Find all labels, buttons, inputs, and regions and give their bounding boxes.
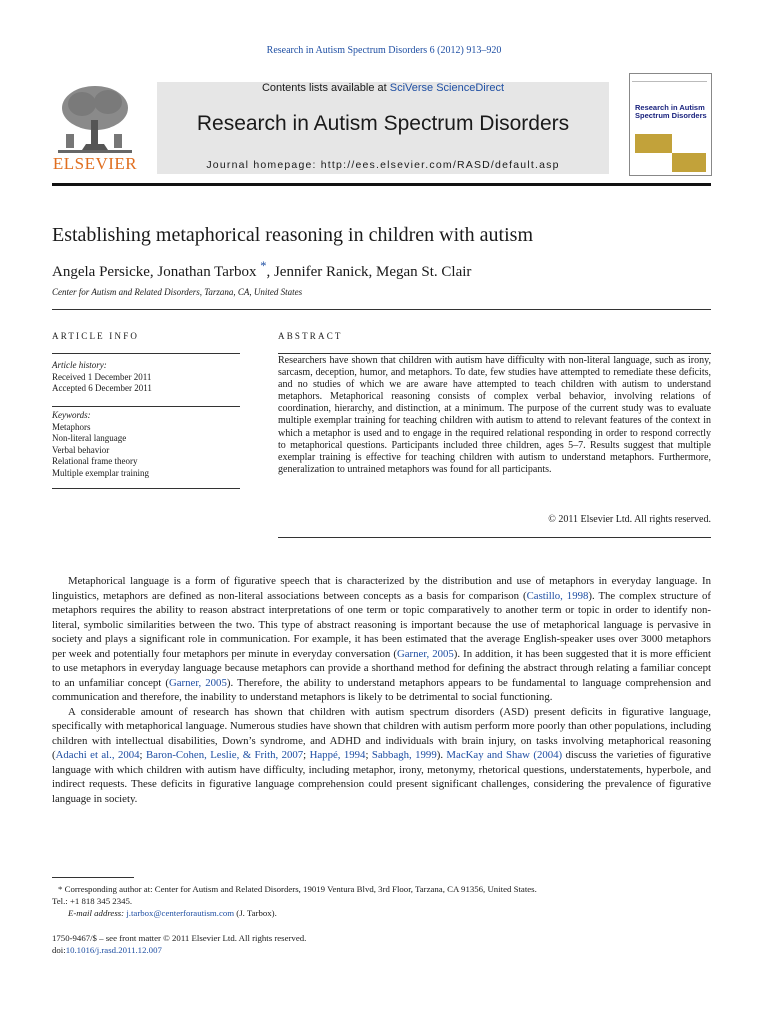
authors-part-2: , Jennifer Ranick, Megan St. Clair [266, 264, 472, 280]
author-list [52, 259, 471, 281]
article-body [52, 574, 711, 806]
abstract-text: Researchers have shown that children with autism have difficulty with non-literal language, such as irony, sarcasm, deception, humor, and metaphors. To date, few studies have attempted to remediate these deficits, and no studies of which we are aware have attempted to teach children with autism to understand metaphors. Metaphorical reasoning consists of complex verbal behavior, involving relations of coordination, hierarchy, and distinction, at a minimum. The purpose of the current study was to evaluate multiple exemplar training for teaching children with autism to attend to relevant features of the context in which a metaphor is used and to engage in the required relational responding in order to respond correctly to metaphorical questions. Participants included three children, ages 5–7. Results suggest that multiple exemplar training is effective for teaching children with autism to understand metaphors. Furthermore, generalization to untrained metaphors was found for all participants. [278, 355, 711, 475]
keyword: Relational frame theory [52, 456, 138, 466]
citation-link[interactable]: Castillo, 1998 [526, 589, 589, 602]
authors-part-1: Angela Persicke, Jonathan Tarbox [52, 264, 261, 280]
contents-prefix: Contents lists available at [261, 82, 390, 94]
email-label: E-mail address: [68, 908, 127, 918]
journal-cover-thumbnail [629, 73, 712, 176]
sciencedirect-link[interactable]: SciVerse ScienceDirect [389, 82, 505, 94]
keyword: Metaphors [52, 421, 91, 432]
citation-link[interactable]: MacKay and Shaw (2004) [446, 749, 563, 761]
footnote [52, 883, 711, 919]
text: A considerable amount of research has shown that children with autism spectrum disorders (ASD) present deficits in figurative language, specifically with metaphorical language. Numerous studies have shown that children with autism perform more poorly than other populations, including children with intellectual disabilities, Down’s syndrome, and ADHD and individuals with brain injury, on tasks involving metaphorical reasoning ( [52, 705, 711, 761]
citation-link[interactable]: Baron-Cohen, Leslie, & Frith, 2007 [145, 749, 304, 761]
page-footer [52, 932, 711, 956]
journal-title: Research in Autism Spectrum Disorders [196, 112, 570, 135]
received-date: Received 1 December 2011 [52, 371, 152, 382]
corresponding-author-mark[interactable]: * [260, 259, 267, 273]
text: ). In addition, it has been suggested that it is more efficient to use metaphors in everyday language because metaphors can provide a shorthand method for defining the abstract through relating a familiar concept to an unfamiliar concept ( [52, 647, 712, 689]
affiliation: Center for Autism and Related Disorders, Tarzana, CA, United States [52, 287, 303, 297]
citation-link[interactable]: Sabbagh, 1999 [371, 749, 437, 761]
doi-link[interactable]: 10.1016/j.rasd.2011.12.007 [65, 945, 162, 955]
text: discuss the varieties of figurative language with which children with autism have difficulty, including metaphor, irony, metonymy, rhetorical questions, understatements, hyperbole, and indirect requests. These deficits in figurative language comprehension could present significant challenges, considering the prevalence of figurative language in society. [52, 749, 712, 805]
title-divider [52, 309, 711, 310]
article-history [52, 360, 152, 395]
issn-line: 1750-9467/$ – see front matter © 2011 Elsevier Ltd. All rights reserved. [52, 933, 307, 943]
article-info-heading: ARTICLE INFO [52, 331, 140, 341]
keywords [52, 410, 149, 479]
journal-homepage[interactable]: Journal homepage: http://ees.elsevier.com/RASD/default.asp [206, 159, 560, 171]
keywords-divider [52, 488, 240, 489]
journal-citation[interactable]: Research in Autism Spectrum Disorders 6 (2012) 913–920 [266, 45, 502, 56]
citation-link[interactable]: Happé, 1994 [309, 749, 366, 761]
history-divider [52, 406, 240, 407]
footnote-phone: Tel.: +1 818 345 2345. [52, 896, 133, 906]
abstract-copyright: © 2011 Elsevier Ltd. All rights reserved. [548, 514, 711, 525]
keywords-label: Keywords: [52, 410, 91, 420]
body-paragraph [52, 574, 711, 705]
keyword: Non-literal language [52, 433, 127, 443]
keyword: Multiple exemplar training [52, 467, 149, 478]
abstract-bottom-divider [278, 537, 711, 538]
text: ). [436, 749, 447, 761]
footnote-email [52, 907, 711, 919]
elsevier-logo [52, 82, 138, 174]
text: ). Therefore, the ability to understand metaphors appears to be fundamental to language comprehension and communication and therefore, the inability to understand metaphors is likely to be detrimental to social functioning. [52, 676, 711, 703]
cover-title: Research in Autism Spectrum Disorders [635, 103, 707, 120]
text: ). The complex structure of metaphors requires the ability to reason abstract interpretations of one term or topic comparatively to another term or topic in order to identify non-literal, symbolic similarities between the two. This type of abstract reasoning is important because the use of metaphorical language is pervasive in society and plays a significant role in communication. For example, it has been estimated that the average English-speaker uses over 3000 metaphors per week and potentially four metaphors per minute in everyday conversation ( [52, 589, 711, 660]
citation-link[interactable]: Garner, 2005 [396, 647, 454, 660]
contents-line [157, 82, 609, 94]
abstract-heading: ABSTRACT [278, 331, 343, 341]
accepted-date: Accepted 6 December 2011 [52, 383, 152, 393]
article-info-divider [52, 353, 240, 354]
email-link[interactable]: j.tarbox@centerforautism.com [126, 908, 235, 918]
body-paragraph [52, 705, 711, 807]
email-suffix: (J. Tarbox). [234, 908, 277, 918]
footnote-corresponding: * Corresponding author at: Center for Autism and Related Disorders, 19019 Ventura Blvd, 3rd Floor, Tarzana, CA 91356, United States. [58, 884, 537, 894]
citation-link[interactable]: Garner, 2005 [168, 676, 227, 689]
doi-line [52, 944, 711, 956]
citation-link[interactable]: Adachi et al., 2004 [55, 749, 140, 761]
elsevier-wordmark: ELSEVIER [52, 154, 138, 173]
header-divider [52, 183, 711, 186]
keyword: Verbal behavior [52, 444, 110, 455]
doi-label: doi: [52, 945, 66, 955]
text: ; [139, 749, 146, 761]
footnote-divider [52, 877, 134, 878]
text: ; [365, 749, 372, 761]
article-title: Establishing metaphorical reasoning in children with autism [52, 224, 534, 246]
text: ; [303, 749, 310, 761]
history-label: Article history: [52, 360, 107, 370]
abstract-divider [278, 353, 711, 354]
text: Metaphorical language is a form of figurative speech that is characterized by the distribution and use of metaphors in everyday language. In linguistics, metaphors are defined as non-literal associations between concepts as a basis for comparison ( [52, 575, 711, 602]
